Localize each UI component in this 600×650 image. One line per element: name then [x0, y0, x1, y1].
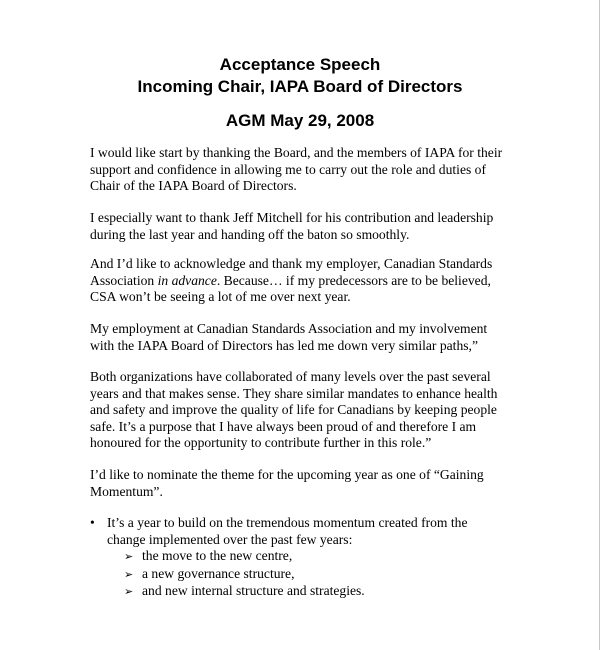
sub-bullet-item [124, 583, 550, 601]
bullet-item [107, 515, 550, 601]
speech-subtitle: Incoming Chair, IAPA Board of Directors [137, 77, 463, 96]
text-line: And I’d like to acknowledge and thank my employer, Canadian Standards [90, 256, 493, 271]
text-line: support and confidence in allowing me to carry out the role and duties of [90, 161, 486, 177]
text-line: I especially want to thank Jeff Mitchell for his contribution and leadership [90, 210, 494, 225]
speech-title: Acceptance Speech [219, 55, 381, 74]
text-line: during the last year and handing off the baton so smoothly. [90, 226, 410, 242]
text-line: I’d like to nominate the theme for the upcoming year as one of “Gaining [90, 467, 484, 482]
arrowhead-icon: ➢ [124, 585, 134, 598]
sub-bullet-text: and new internal structure and strategies. [142, 583, 365, 598]
paragraph-theme [90, 467, 530, 500]
bullet-dot-icon: • [90, 515, 95, 530]
paragraph-thanks-board [90, 145, 530, 195]
arrowhead-icon: ➢ [124, 567, 134, 581]
paragraph-thanks-employer [90, 256, 530, 306]
sub-bullet-text: a new governance structure, [142, 565, 295, 581]
text-segment: Association [90, 272, 158, 288]
speech-date: AGM May 29, 2008 [225, 111, 375, 130]
text-line: CSA won’t be seeing a lot of me over next year. [90, 289, 351, 304]
text-line: My employment at Canadian Standards Association and my involvement [90, 321, 488, 336]
text-line: and safety and improve the quality of life for Canadians by keeping people [90, 402, 497, 417]
arrowhead-icon: ➢ [124, 550, 134, 563]
text-line [90, 273, 530, 290]
sub-bullet-item [124, 548, 550, 566]
sub-bullet-text: the move to the new centre, [142, 548, 293, 563]
paragraph-employment [90, 321, 530, 354]
text-line: change implemented over the past few years: [107, 531, 353, 547]
text-line: It’s a year to build on the tremendous momentum created from the [107, 515, 468, 530]
text-line: I would like start by thanking the Board, and the members of IAPA for their [90, 145, 503, 160]
text-line: Momentum”. [90, 483, 163, 499]
text-line: honoured for the opportunity to contribute further in this role.” [90, 435, 432, 450]
bullet-list [90, 515, 550, 601]
paragraph-thanks-jeff [90, 210, 530, 243]
text-line: Both organizations have collaborated of many levels over the past several [90, 369, 491, 384]
text-line: safe. It’s a purpose that I have always been proud of and therefore I am [90, 418, 477, 434]
text-line: Chair of the IAPA Board of Directors. [90, 178, 297, 193]
paragraph-organizations [90, 369, 530, 452]
text-segment: . Because… if my predecessors are to be believed, [216, 272, 491, 288]
emphasis-text: in advance [157, 272, 217, 288]
sub-bullet-list [124, 548, 550, 601]
text-line: with the IAPA Board of Directors has led me down very similar paths,” [90, 337, 478, 353]
sub-bullet-item [124, 566, 550, 584]
text-line: years and that makes sense. They share similar mandates to enhance health [90, 385, 498, 401]
